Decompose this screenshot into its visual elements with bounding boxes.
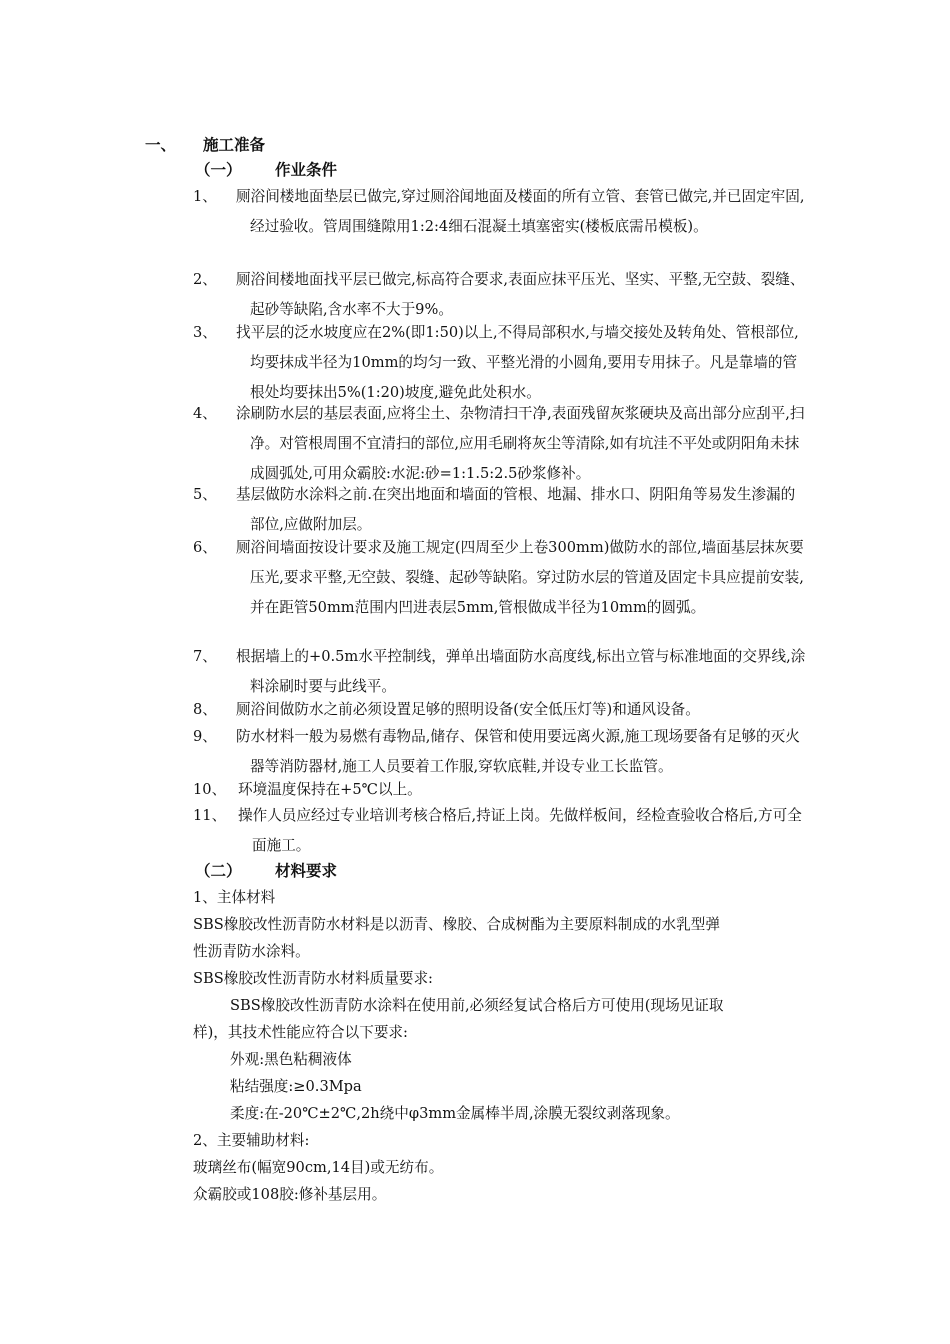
item-text: 涂刷防水层的基层表面,应将尘土、杂物清扫干净,表面残留灰浆硬块及高出部分应刮平,扫净。对管根周围不宜清扫的部位,应用毛刷将灰尘等清除,如有坑洼不平处或阴阳角未抹成圆弧处,可用众霸胶:水泥:砂=1:1.5:2.5砂浆修补。 — [236, 405, 805, 482]
item-text: 根据墙上的+0.5m水平控制线，弹单出墙面防水高度线,标出立管与标准地面的交界线,涂料涂刷时要与此线平。 — [236, 648, 806, 695]
item-number: 11、 — [193, 807, 227, 824]
item-text: 环境温度保持在+5℃以上。 — [238, 781, 422, 798]
condition-item-8 — [193, 695, 808, 725]
item-text: 厕浴间墙面按设计要求及施工规定(四周至少上卷300mm)做防水的部位,墙面基层抹灰要压光,要求平整,无空鼓、裂缝、起砂等缺陷。穿过防水层的管道及固定卡具应提前安装,并在距管50mm范围内凹进表层5mm,管根做成半径为10mm的圆弧。 — [236, 539, 804, 616]
quality-heading: SBS橡胶改性沥青防水材料质量要求: — [193, 970, 433, 987]
subsection-title: 作业条件 — [275, 161, 338, 179]
condition-item-7 — [193, 642, 808, 702]
main-material-desc-line1: SBS橡胶改性沥青防水材料是以沥青、橡胶、合成树酯为主要原料制成的水乳型弹 — [193, 916, 720, 933]
item-number: 7、 — [193, 648, 217, 665]
item-number: 4、 — [193, 405, 217, 422]
spec-flexibility: 柔度:在-20℃±2℃,2h绕中φ3mm金属棒半周,涂膜无裂纹剥落现象。 — [230, 1105, 680, 1122]
item-number: 9、 — [193, 728, 217, 745]
aux-material-1: 玻璃丝布(幅宽90cm,14目)或无纺布。 — [193, 1159, 444, 1176]
section-heading — [145, 134, 265, 156]
item-text: 厕浴间楼地面找平层已做完,标高符合要求,表面应抹平压光、坚实、平整,无空鼓、裂缝、起砂等缺陷,含水率不大于9%。 — [236, 271, 805, 318]
item-text: 防水材料一般为易燃有毒物品,储存、保管和使用要远离火源,施工现场要备有足够的灭火器等消防器材,施工人员要着工作服,穿软底鞋,并设专业工长监管。 — [236, 728, 800, 775]
subsection-number: （一） — [195, 161, 242, 179]
spec-strength: 粘结强度:≥0.3Mpa — [230, 1078, 362, 1095]
item-number: 8、 — [193, 701, 217, 718]
item-text: 厕浴间做防水之前必须设置足够的照明设备(安全低压灯等)和通风设备。 — [236, 701, 700, 718]
subsection-heading-materials — [195, 860, 337, 882]
main-material-heading: 1、主体材料 — [193, 889, 276, 906]
quality-desc-line2: 样)，其技术性能应符合以下要求: — [193, 1024, 408, 1041]
section-title: 施工准备 — [203, 136, 266, 154]
condition-item-2 — [193, 265, 808, 325]
section-number: 一、 — [145, 136, 177, 154]
main-material-desc-line2: 性沥青防水涂料。 — [193, 943, 310, 960]
aux-material-heading: 2、主要辅助材料: — [193, 1132, 310, 1149]
condition-item-3 — [193, 318, 808, 408]
subsection-number: （二） — [195, 862, 242, 880]
item-number: 6、 — [193, 539, 217, 556]
quality-desc-line1: SBS橡胶改性沥青防水涂料在使用前,必须经复试合格后方可使用(现场见证取 — [230, 997, 724, 1014]
item-number: 2、 — [193, 271, 217, 288]
item-number: 1、 — [193, 188, 217, 205]
item-text: 找平层的泛水坡度应在2%(即1:50)以上,不得局部积水,与墙交接处及转角处、管根部位,均要抹成半径为10mm的均匀一致、平整光滑的小圆角,要用专用抹子。凡是靠墙的管根处均要抹出5%(1:20)坡度,避免此处积水。 — [236, 324, 799, 401]
item-number: 10、 — [193, 781, 227, 798]
subsection-heading-conditions — [195, 159, 337, 181]
condition-item-1 — [193, 182, 808, 242]
item-text: 厕浴间楼地面垫层已做完,穿过厕浴闻地面及楼面的所有立管、套管已做完,并已固定牢固,经过验收。管周围缝隙用1:2:4细石混凝土填塞密实(楼板底需吊模板)。 — [236, 188, 805, 235]
item-text: 基层做防水涂料之前.在突出地面和墙面的管根、地漏、排水口、阴阳角等易发生渗漏的部位,应做附加层。 — [236, 486, 796, 533]
condition-item-5 — [193, 480, 808, 540]
condition-item-11 — [193, 801, 808, 861]
item-text: 操作人员应经过专业培训考核合格后,持证上岗。先做样板间，经检查验收合格后,方可全面施工。 — [238, 807, 802, 854]
item-number: 5、 — [193, 486, 217, 503]
condition-item-6 — [193, 533, 808, 623]
item-number: 3、 — [193, 324, 217, 341]
subsection-title: 材料要求 — [275, 862, 338, 880]
aux-material-2: 众霸胶或108胶:修补基层用。 — [193, 1186, 387, 1203]
condition-item-4 — [193, 399, 808, 489]
spec-appearance: 外观:黑色粘稠液体 — [230, 1051, 352, 1068]
condition-item-9 — [193, 722, 808, 782]
